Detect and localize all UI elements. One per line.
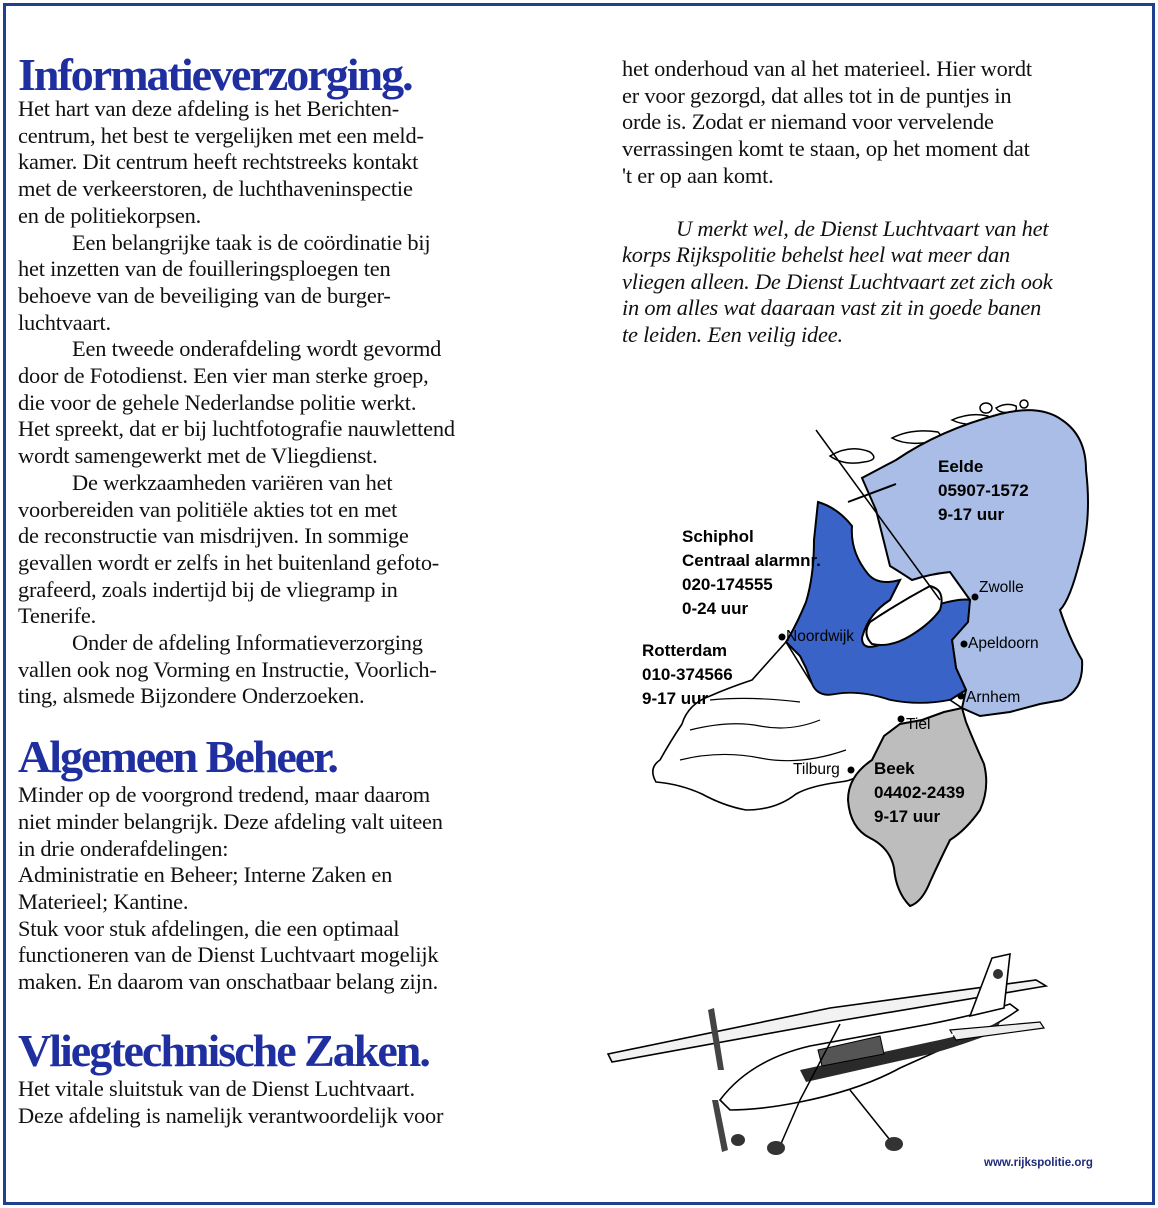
region-line: 05907-1572: [938, 481, 1029, 500]
region-line: 04402-2439: [874, 783, 965, 802]
region-line: 020-174555: [682, 575, 773, 594]
heading-algemeen-beheer: Algemeen Beheer.: [18, 731, 337, 783]
city-dot: [958, 693, 965, 700]
landing-gear: [780, 1100, 800, 1146]
region-line: Beek: [874, 759, 915, 778]
paragraph: Het hart van deze afdeling is het Berichten- centrum, het best te vergelijken met een meld- kamer. Dit centrum heeft rechtstreeks kontakt met de verkeerstoren, de luchthaveninspectie en de politiekorpsen.: [18, 96, 424, 228]
wheel-icon: [767, 1141, 785, 1155]
city-label-tiel: Tiel: [906, 716, 931, 733]
city-dot: [972, 594, 979, 601]
city-dot: [961, 641, 968, 648]
city-label-apeldoorn: Apeldoorn: [968, 635, 1039, 652]
city-dot: [779, 634, 786, 641]
paragraph: Onder de afdeling Informatieverzorging vallen ook nog Vorming en Instructie, Voorlich- ting, alsmede Bijzondere Onderzoeken.: [18, 630, 437, 709]
propeller-icon: [712, 1100, 728, 1152]
city-dot: [848, 767, 855, 774]
tail-emblem-icon: [993, 969, 1003, 979]
section-vliegtechnische-zaken-body: Het vitale sluitstuk van de Dienst Luchtvaart. Deze afdeling is namelijk verantwoordelijk voor: [18, 1075, 444, 1128]
heading-vliegtechnische-zaken: Vliegtechnische Zaken.: [18, 1024, 429, 1076]
region-line: Centraal alarmnr.: [682, 551, 821, 570]
wheel-icon: [731, 1134, 745, 1146]
region-line: 9-17 uur: [938, 505, 1005, 524]
region-line: 9-17 uur: [642, 689, 709, 708]
city-label-noordwijk: Noordwijk: [786, 628, 855, 645]
netherlands-map: [600, 390, 1140, 940]
paragraph: Een belangrijke taak is de coördinatie bij het inzetten van de fouilleringsploegen ten behoeve van de beveiliging van de burger- luchtvaart.: [18, 229, 431, 335]
city-dot: [898, 716, 905, 723]
island-shape: [980, 403, 992, 413]
section-algemeen-beheer-body: Minder op de voorgrond tredend, maar daarom niet minder belangrijk. Deze afdeling valt uiteen in drie onderafdelingen: Administratie en Beheer; Interne Zaken en Materieel; Kantine. Stuk voor stuk afdelingen, die een optimaal functioneren van de Dienst Luchtvaart mogelijk maken. En daarom van onschatbaar belang zijn.: [18, 782, 443, 995]
island-shape: [830, 449, 874, 463]
section-informatieverzorging-body: [18, 96, 558, 710]
paragraph: Een tweede onderafdeling wordt gevormd door de Fotodienst. Een vier man sterke groep, die voor de gehele Nederlandse politie werkt. Het spreekt, dat er bij luchtfotografie nauwlettend wordt samengewerkt met de Vliegdienst.: [18, 336, 455, 469]
closing-italic-text: U merkt wel, de Dienst Luchtvaart van het korps Rijkspolitie behelst heel wat meer dan vliegen alleen. De Dienst Luchtvaart zet zich ook in om alles wat daaraan vast zit in goede banen te leiden. Een veilig idee.: [622, 215, 1053, 347]
landing-gear: [850, 1090, 890, 1140]
city-label-arnhem: Arnhem: [966, 689, 1021, 706]
region-line: Rotterdam: [642, 641, 728, 660]
website-footer: www.rijkspolitie.org: [984, 1157, 1093, 1169]
cessna-plane-illustration: [600, 950, 1145, 1160]
plane-registration: PH-RPC: [897, 1022, 957, 1052]
wheel-icon: [885, 1137, 903, 1151]
region-line: 0-24 uur: [682, 599, 749, 618]
continuation-text: het onderhoud van al het materieel. Hier wordt er voor gezorgd, dat alles tot in de puntjes in orde is. Zodat er niemand voor vervelende verrassingen komt te staan, op het moment dat 't er op aan komt.: [622, 56, 1032, 188]
plane-tail: [970, 954, 1010, 1016]
right-column: [622, 56, 1132, 348]
island-shape: [1020, 400, 1028, 408]
city-label-zwolle: Zwolle: [979, 579, 1024, 596]
region-line: Eelde: [938, 457, 984, 476]
region-line: 010-374566: [642, 665, 733, 684]
paragraph: De werkzaamheden variëren van het voorbereiden van politiële akties tot en met de reconstructie van misdrijven. In sommige gevallen wordt er zelfs in het buitenland gefoto- grafeerd, zoals indertijd bij de vliegramp in Tenerife.: [18, 469, 440, 629]
city-label-tilburg: Tilburg: [793, 761, 840, 778]
left-column: [18, 49, 558, 1129]
heading-informatieverzorging: Informatieverzorging.: [18, 49, 412, 100]
region-line: Schiphol: [682, 527, 754, 546]
region-line: 9-17 uur: [874, 807, 941, 826]
